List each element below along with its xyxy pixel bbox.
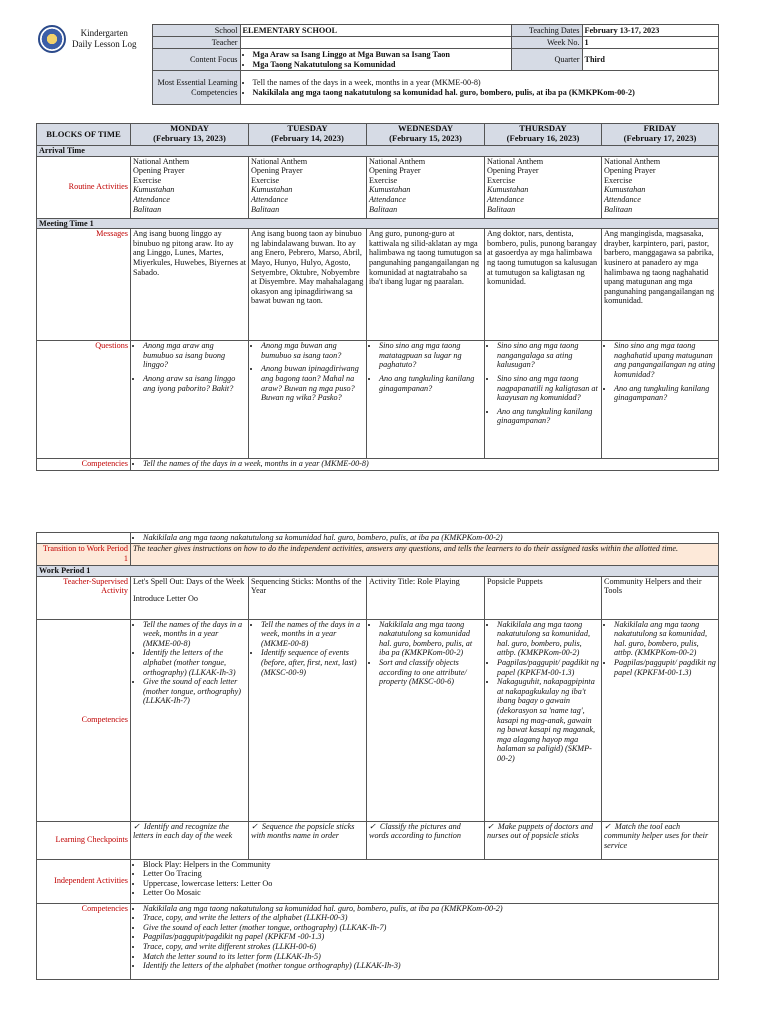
- routine-item: Opening Prayer: [133, 166, 185, 176]
- routine-item: Balitaan: [604, 204, 633, 214]
- checkmark-icon: ✓: [133, 821, 140, 831]
- routine-item: Attendance: [369, 194, 406, 204]
- routine-item: Exercise: [251, 175, 280, 185]
- routine-item: Balitaan: [487, 204, 516, 214]
- tsa-mon: Let's Spell Out: Days of the Week Introduce Letter Oo: [131, 576, 249, 619]
- routine-item: Exercise: [133, 175, 162, 185]
- blocks-of-time-header: BLOCKS OF TIME: [37, 124, 131, 146]
- routine-item: National Anthem: [251, 156, 308, 166]
- content-focus-2: • Mga Taong Nakatutulong sa Komunidad: [253, 60, 509, 70]
- content-focus-value: [240, 49, 511, 71]
- questions-tue: • Anong mga buwan ang bumubuo sa isang taon? • Anong buwan ipinagdiriwang ang bagong taon? Mahal na araw? Buwan ng mga puso? Buwan ng wika? Pasko?: [249, 341, 367, 459]
- checkpoint-thu: ✓ Make puppets of doctors and nurses out of popsicle sticks: [485, 821, 602, 859]
- questions-label: Questions: [37, 341, 131, 459]
- routine-item: Opening Prayer: [251, 166, 303, 176]
- wednesday-header: WEDNESDAY (February 15, 2023): [367, 124, 485, 146]
- routine-item: National Anthem: [604, 156, 661, 166]
- messages-label: Messages: [37, 229, 131, 341]
- teacher-label: Teacher: [152, 37, 240, 49]
- mec-2: • Nakikilala ang mga taong nakatutulong sa komunidad hal. guro, bombero, pulis, at iba pa (KMKPKom-00-2): [253, 88, 716, 98]
- thursday-header: THURSDAY (February 16, 2023): [485, 124, 602, 146]
- routine-fri: [602, 156, 719, 218]
- routine-item: Exercise: [604, 175, 633, 185]
- routine-item: Attendance: [604, 194, 641, 204]
- routine-wed: [367, 156, 485, 218]
- quarter-label: Quarter: [511, 49, 582, 71]
- schedule-table-1: [36, 123, 718, 471]
- week-label: Week No.: [511, 37, 582, 49]
- routine-item: Opening Prayer: [487, 166, 539, 176]
- message-mon: Ang isang buong linggo ay binubuo ng pitong araw. Ito ay ang Linggo, Lunes, Martes, Miyerkules, Huwebes, Biyernes at Sabado.: [131, 229, 249, 341]
- competencies-meeting-1: • Tell the names of the days in a week, months in a year (MKME-00-8): [131, 459, 719, 471]
- questions-thu: • Sino sino ang mga taong nangangalaga sa ating kalusugan? • Sino sino ang mga taong nagpapanatili ng kaligtasan at kaayusan ng komunidad? • Ano ang tungkuling kanilang ginagampanan?: [485, 341, 602, 459]
- quarter-value: Third: [582, 49, 718, 71]
- mec-value: [240, 71, 718, 105]
- title-kindergarten: Kindergarten: [80, 27, 128, 38]
- mec-1: • Tell the names of the days in a week, months in a year (MKME-00-8): [253, 78, 716, 88]
- checkmark-icon: ✓: [604, 821, 611, 831]
- competencies-continued-label: [37, 533, 131, 544]
- message-wed: Ang guro, punong-guro at kattiwala ng silid-aklatan ay mga halimbawa ng taong tumutugon sa pangunahing pangangailangan ng komunidad at nagtatrabaho sa iba't ibang lugar ng paaralan.: [367, 229, 485, 341]
- tuesday-header: TUESDAY (February 14, 2023): [249, 124, 367, 146]
- message-fri: Ang mangingisda, magsasaka, drayber, karpintero, pari, pastor, barbero, manggagawa sa pabrika, kusinero at panadero ay mga halimbawa ng taong naghahatid upang matugunan ang mga pangunahing pangangailangan ng komunidad.: [602, 229, 719, 341]
- routine-tue: [249, 156, 367, 218]
- arrival-time-label: Arrival Time: [37, 146, 719, 157]
- teacher-value: [240, 37, 511, 49]
- mec-label: Most Essential Learning Competencies: [152, 71, 240, 105]
- questions-fri: • Sino sino ang mga taong naghahatid upang matugunan ang pangangailangan ng ating komunidad? • Ano ang tungkuling kanilang ginagampanan?: [602, 341, 719, 459]
- checkpoints-label: Learning Checkpoints: [37, 821, 131, 859]
- deped-seal-icon: [38, 25, 66, 53]
- routine-item: Kumustahan: [487, 185, 529, 195]
- routine-item: Kumustahan: [251, 185, 293, 195]
- tsa-wed: Activity Title: Role Playing: [367, 576, 485, 619]
- work-comp-thu: • Nakikilala ang mga taong nakatutulong sa komunidad, hal. guro, bombero, pulis, attbp. (KMKPKom-00-2) • Pagpilas/paggupit/ pagdikit ng papel (KPKFM-00-1.3) • Nakaguguhit, nakapagpipinta at nakapagkukulay ng iba't ibang bagay o gawain (dekorasyon sa 'name tag', kasapi ng mag-anak, gawain ng bawat kasapi ng maganak, mga alagang hayop mga halaman sa paligid) (SKMP-00-2): [485, 619, 602, 821]
- routine-item: Attendance: [487, 194, 524, 204]
- independent-competencies-label: Competencies: [37, 903, 131, 979]
- message-tue: Ang isang buong taon ay binubuo ng labindalawang buwan. Ito ay ang Enero, Pebrero, Marso, Abril, Mayo, Hunyo, Hulyo, Agosto, Setyembre, Oktubre, Nobyembre at Disyembre. May mahahalagang okasyon ang ipinagdiriwang sa bawat buwan ng taon.: [249, 229, 367, 341]
- school-label: School: [152, 25, 240, 37]
- routine-item: Balitaan: [251, 204, 280, 214]
- routine-thu: [485, 156, 602, 218]
- week-value: 1: [582, 37, 718, 49]
- checkpoint-fri: ✓ Match the tool each community helper uses for their service: [602, 821, 719, 859]
- content-focus-1: • Mga Araw sa Isang Linggo at Mga Buwan sa Isang Taon: [253, 50, 509, 60]
- tsa-tue: Sequencing Sticks: Months of the Year: [249, 576, 367, 619]
- friday-header: FRIDAY (February 17, 2023): [602, 124, 719, 146]
- meeting-time-label: Meeting Time 1: [37, 218, 719, 229]
- logo-cell: [36, 25, 152, 105]
- routine-item: Attendance: [251, 194, 288, 204]
- routine-mon: [131, 156, 249, 218]
- transition-text: The teacher gives instructions on how to do the independent activities, answers any questions, and tells the learners to do their assigned tasks within the allotted time.: [131, 544, 719, 566]
- school-value: ELEMENTARY SCHOOL: [240, 25, 511, 37]
- routine-item: Kumustahan: [133, 185, 175, 195]
- checkmark-icon: ✓: [251, 821, 258, 831]
- independent-list: • Block Play: Helpers in the Community • Letter Oo Tracing • Uppercase, lowercase letters: Letter Oo • Letter Oo Mosaic: [131, 859, 719, 903]
- routine-item: Opening Prayer: [369, 166, 421, 176]
- routine-item: Opening Prayer: [604, 166, 656, 176]
- routine-item: Balitaan: [369, 204, 398, 214]
- routine-item: Exercise: [369, 175, 398, 185]
- routine-item: Kumustahan: [369, 185, 411, 195]
- tsa-fri: Community Helpers and their Tools: [602, 576, 719, 619]
- dates-label: Teaching Dates: [511, 25, 582, 37]
- competencies-meeting-2: • Nakikilala ang mga taong nakatutulong sa komunidad hal. guro, bombero, pulis, at iba pa (KMKPKom-00-2): [131, 533, 719, 544]
- routine-item: Balitaan: [133, 204, 162, 214]
- checkpoint-tue: ✓ Sequence the popsicle sticks with months name in order: [249, 821, 367, 859]
- questions-wed: • Sino sino ang mga taong matatagpuan sa lugar ng paghatuto? • Ano ang tungkuling kanilang ginagampanan?: [367, 341, 485, 459]
- monday-header: MONDAY (February 13, 2023): [131, 124, 249, 146]
- routine-item: National Anthem: [133, 156, 190, 166]
- routine-item: Kumustahan: [604, 185, 646, 195]
- routine-item: Attendance: [133, 194, 170, 204]
- header-block: [36, 24, 718, 105]
- checkpoint-mon: ✓ Identify and recognize the letters in each day of the week: [131, 821, 249, 859]
- content-focus-label: Content Focus: [152, 49, 240, 71]
- title-dll: Daily Lesson Log: [72, 38, 137, 49]
- work-period-label: Work Period 1: [37, 566, 719, 577]
- work-comp-tue: • Tell the names of the days in a week, months in a year (MKME-00-8) • Identify sequence of events (before, after, first, next, last) (MKSC-00-9): [249, 619, 367, 821]
- work-comp-fri: • Nakikilala ang mga taong nakatutulong sa komunidad, hal. guro, bombero, pulis, attbp. (KMKPKom-00-2) • Pagpilas/paggupit/ pagdikit ng papel (KPKFM-00-1.3): [602, 619, 719, 821]
- routine-item: Exercise: [487, 175, 516, 185]
- independent-label: Independent Activities: [37, 859, 131, 903]
- work-competencies-label: Competencies: [37, 619, 131, 821]
- schedule-table-2: [36, 532, 718, 980]
- competencies-label-1: Competencies: [37, 459, 131, 471]
- tsa-thu: Popsicle Puppets: [485, 576, 602, 619]
- routine-label: Routine Activities: [37, 156, 131, 218]
- checkmark-icon: ✓: [487, 821, 494, 831]
- message-thu: Ang doktor, nars, dentista, bombero, pulis, punong barangay at gasoerdya ay mga halimbawa ng taong tumutugon sa kalusugan at tumutugon sa kaligtasan ng komunidad.: [485, 229, 602, 341]
- routine-item: National Anthem: [487, 156, 544, 166]
- dates-value: February 13-17, 2023: [582, 25, 718, 37]
- transition-label: Transition to Work Period 1: [37, 544, 131, 566]
- work-comp-mon: • Tell the names of the days in a week, months in a year (MKME-00-8) • Identify the letters of the alphabet (mother tongue, orthography) (LLKAK-Ih-3) • Give the sound of each letter (mother tongue, orthography) (LLKAK-Ih-7): [131, 619, 249, 821]
- checkmark-icon: ✓: [369, 821, 376, 831]
- independent-competencies-list: • Nakikilala ang mga taong nakatutulong sa komunidad hal. guro, bombero, pulis, at iba pa (KMKPKom-00-2) • Trace, copy, and write the letters of the alphabet (LLKH-00-3) • Give the sound of each letter (mother tongue, orthography) (LLKAK-Ih-7) • Pagpilas/paggupit/pagdikit ng papel (KPKFM -00-1.3) • Trace, copy, and write different strokes (LLKH-00-6) • Match the letter sound to its letter form (LLKAK-Ih-5) • Identify the letters of the alphabet (mother tongue orthography) (LLKAK-Ih-3): [131, 903, 719, 979]
- tsa-label: Teacher-Supervised Activity: [37, 576, 131, 619]
- checkpoint-wed: ✓ Classify the pictures and words according to function: [367, 821, 485, 859]
- work-comp-wed: • Nakikilala ang mga taong nakatutulong sa komunidad hal. guro, bombero, pulis, at iba pa (KMKPKom-00-2) • Sort and classify objects according to one attribute/ property (MKSC-00-6): [367, 619, 485, 821]
- questions-mon: • Anong mga araw ang bumubuo sa isang buong linggo? • Anong araw sa isang linggo ang iyong paborito? Bakit?: [131, 341, 249, 459]
- routine-item: National Anthem: [369, 156, 426, 166]
